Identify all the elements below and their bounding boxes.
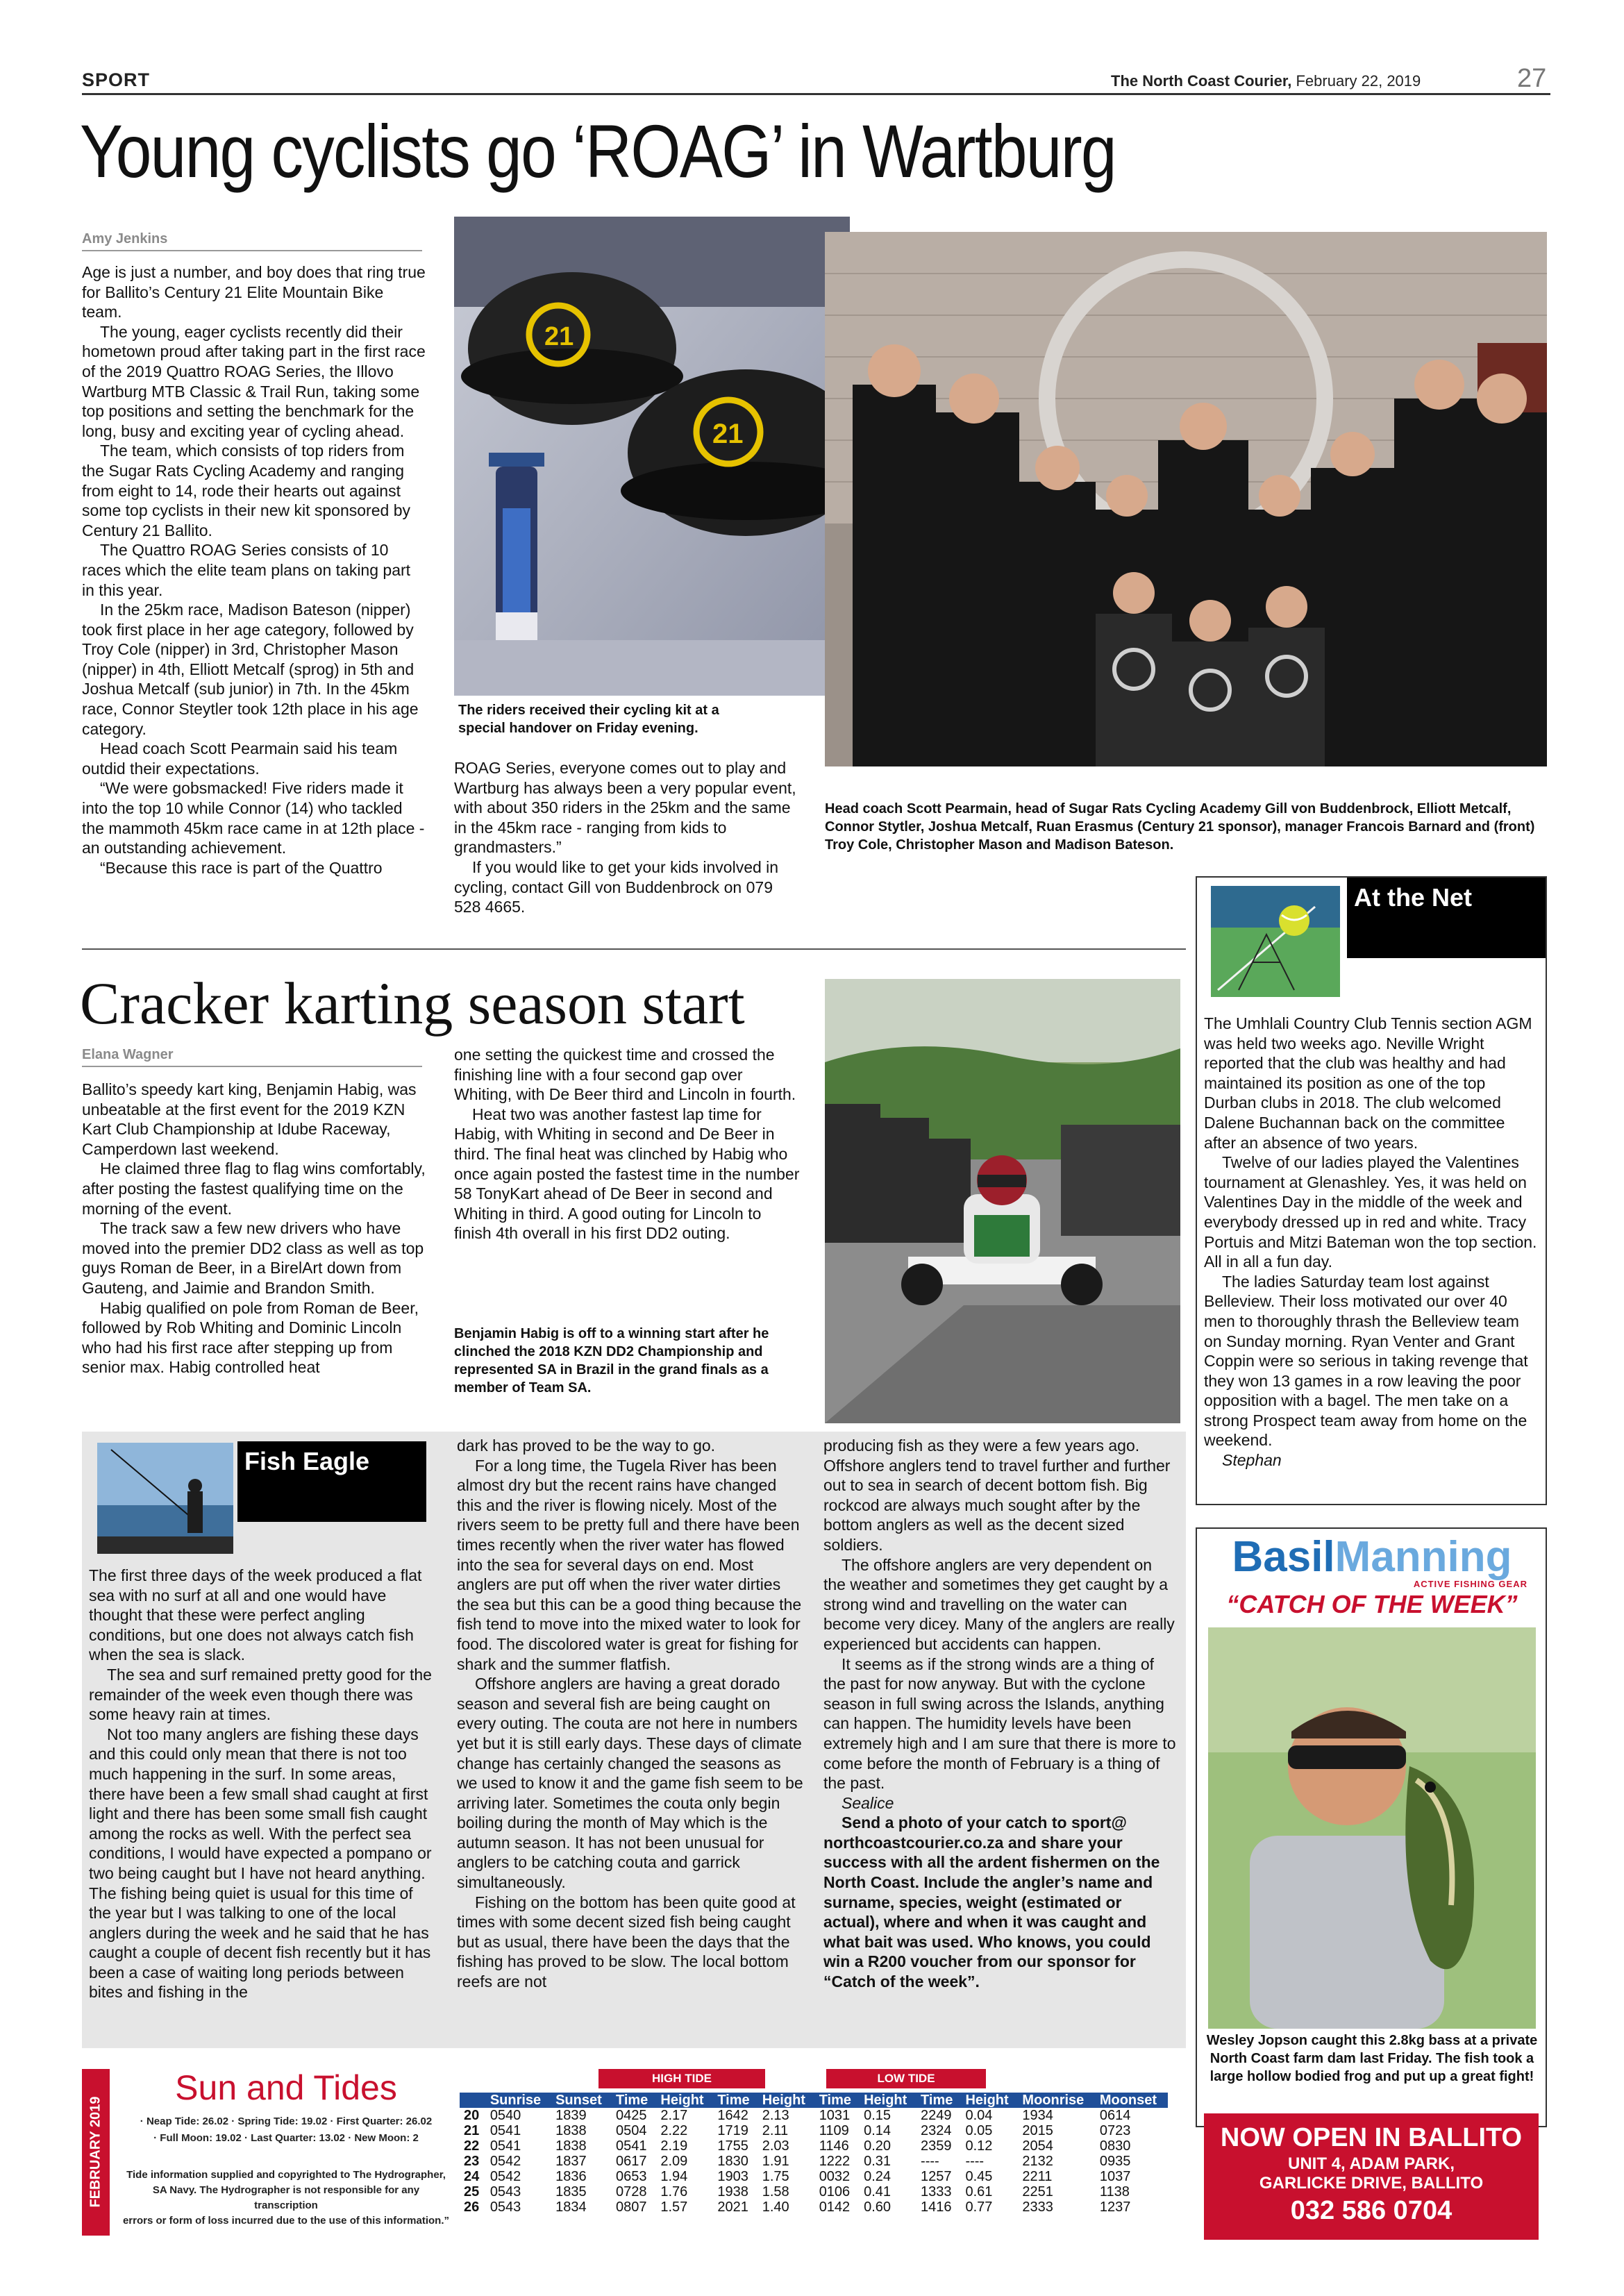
article1-headline: Young cyclists go ‘ROAG’ in Wartburg xyxy=(80,109,1116,193)
tide-cell: 0504 xyxy=(615,2123,647,2138)
paragraph: Not too many anglers are fishing these days and this could only mean that there is not too much happening in the surf. In some areas, there have been a few small shad caught at first light and there has been some small fish caught among the rocks as well. With the perfect sea conditions, I would have expected a pompano or two being caught but I have not heard anything. The fishing being quiet is usual for this time of the year but I was talking to one of the local anglers during the week and he said that he has caught a couple of decent fish recently but it has been a case of waiting long periods between bites and fishing in the xyxy=(89,1725,432,2002)
col-header: Time xyxy=(921,2093,953,2108)
paragraph: The Umhlali Country Club Tennis section AGM was held two weeks ago. Neville Wright reported that the club was healthy and had maintained its position as one of the top Durban clubs in 2018. The club welcomed Dalene Buchannan back on the committee after an absence of two years. xyxy=(1204,1014,1532,1152)
cycling-kit-photo xyxy=(454,217,850,696)
col-header: Moonrise xyxy=(1022,2093,1085,2108)
publication-dateline xyxy=(1111,72,1421,90)
tide-cell: 1719 xyxy=(717,2123,748,2138)
phases-line-2: · Full Moon: 19.02 · Last Quarter: 13.02 · New Moon: 2 xyxy=(153,2132,419,2144)
svg-text:21: 21 xyxy=(544,322,574,351)
disclaimer-line-2: SA Navy. The Hydrographer is not responsible for any transcription xyxy=(152,2184,420,2211)
paragraph: dark has proved to be the way to go. xyxy=(457,1436,716,1455)
tide-cell: 0142 xyxy=(819,2199,851,2215)
article1-col1 xyxy=(82,262,426,878)
paragraph: The ladies Saturday team lost against Belleview. Their loss motivated our over 40 men to thoroughly thrash the Belleview team on Sunday morning. Ryan Venter and Grant Coppin were so serious in taking revenge that they won 13 games in a row leaving the poor opposition with a bagel. The men take on a strong Prospect team away from home on the weekend. xyxy=(1204,1272,1528,1450)
paragraph: ROAG Series, everyone comes out to play and Wartburg has always been a very popular event, with about 350 riders in the 25km and the same in the 45km race - ranging from kids to grandmasters.” xyxy=(454,759,796,857)
tide-cell: 2054 xyxy=(1022,2138,1053,2154)
paragraph: The first three days of the week produced a flat sea with no surf at all and one would have thought that these were perfect angling conditions, but one does not always catch fish when the sea is slack. xyxy=(89,1566,422,1664)
banner-line-3: GARLICKE DRIVE, BALLITO xyxy=(1259,2174,1484,2193)
paragraph: Offshore anglers are having a great dorado season and several fish are being caught on every outing. The couta are not here in numbers yet but it is still early days. These days of climate change has certainly changed the seasons as we used to know it and the game fish seem to be arriving later. Sometimes the couta only begin boiling during the month of May which is the autumn season. It has not been unusual for anglers to be catching couta and garrick simultaneously. xyxy=(457,1675,803,1892)
tide-cell: 0723 xyxy=(1099,2123,1131,2138)
tide-table-body xyxy=(460,2108,1168,2215)
paragraph: Head coach Scott Pearmain said his team outdid their expectations. xyxy=(82,739,398,778)
tide-cell: 2324 xyxy=(921,2123,952,2138)
tide-cell: 0541 xyxy=(489,2123,521,2138)
at-the-net-text xyxy=(1204,1014,1540,1470)
tides-month: FEBRUARY 2019 xyxy=(87,2096,103,2208)
col-header: Time xyxy=(717,2093,750,2108)
tide-cell: 2.13 xyxy=(762,2108,789,2123)
col-header: Time xyxy=(615,2093,648,2108)
tide-table-wrap xyxy=(460,2093,1168,2215)
tide-cell: 0.24 xyxy=(864,2169,891,2184)
paragraph: Habig qualified on pole from Roman de Beer, followed by Rob Whiting and Dominic Lincoln who had his first race after stepping up from senior max. Habig controlled heat xyxy=(82,1298,419,1377)
tide-cell: 1.58 xyxy=(762,2184,789,2199)
tide-row xyxy=(460,2169,1168,2184)
article2-caption: Benjamin Habig is off to a winning start after he clinched the 2018 KZN DD2 Championship and represented SA in Brazil in the grand finals as a member of Team SA. xyxy=(454,1326,769,1396)
col-header: Height xyxy=(660,2093,704,2108)
karting-photo xyxy=(825,979,1180,1423)
article2-byline: Elana Wagner xyxy=(82,1047,422,1067)
article2-col2 xyxy=(454,1045,801,1243)
article1-caption-left: The riders received their cycling kit at a special handover on Friday evening. xyxy=(458,703,719,736)
tide-cell: 0.77 xyxy=(965,2199,993,2215)
paragraph: The track saw a few new drivers who have moved into the premier DD2 class as well as top guys Roman de Beer, in a BirelArt down from Gauteng, and Jaimie and Brandon Smith. xyxy=(82,1219,424,1297)
tide-cell: 0617 xyxy=(615,2154,647,2169)
tide-cell: 2.22 xyxy=(660,2123,688,2138)
tides-disclaimer xyxy=(119,2168,453,2229)
tide-cell: 1.57 xyxy=(660,2199,688,2215)
tide-cell: 1.75 xyxy=(762,2169,789,2184)
tide-day: 26 xyxy=(464,2199,480,2215)
advert-brand xyxy=(1205,1533,1539,1582)
advert-tagline: ACTIVE FISHING GEAR xyxy=(1413,1579,1527,1589)
tide-cell: 0.14 xyxy=(864,2123,891,2138)
tide-cell: 0.41 xyxy=(864,2184,891,2199)
tide-cell: 1237 xyxy=(1099,2199,1131,2215)
col-header: Height xyxy=(965,2093,1009,2108)
col-header: Sunrise xyxy=(489,2093,542,2108)
disclaimer-line-1: Tide information supplied and copyrighted to The Hydrographer, xyxy=(126,2169,446,2181)
tide-cell: 1836 xyxy=(555,2169,587,2184)
tide-cell: 1755 xyxy=(717,2138,748,2154)
catch-callout: Send a photo of your catch to sport@ northcoastcourier.co.za and share your success with all the ardent fishermen on the North Coast. Include the angler’s name and surname, species, weight (estimated or actual), where and when it was caught and what bait was used. Who knows, you could win a R200 voucher from our sponsor for “Catch of the week”. xyxy=(823,1813,1160,1991)
tide-cell: 0.04 xyxy=(965,2108,993,2123)
tide-row xyxy=(460,2123,1168,2138)
tide-cell: 1.94 xyxy=(660,2169,688,2184)
tide-cell: 1903 xyxy=(717,2169,748,2184)
tide-cell: 0541 xyxy=(489,2138,521,2154)
tide-day: 23 xyxy=(464,2154,480,2169)
paragraph: “We were gobsmacked! Five riders made it into the top 10 while Connor (14) who tackled the mammoth 45km race came in at 12th place - an outstanding achievement. xyxy=(82,779,425,857)
tide-cell: 1.40 xyxy=(762,2199,789,2215)
fish-eagle-col2 xyxy=(457,1436,804,1992)
at-the-net-title: At the Net xyxy=(1347,878,1546,958)
tide-cell: 0106 xyxy=(819,2184,851,2199)
tide-cell: 0.15 xyxy=(864,2108,891,2123)
brand-part-a: Basil xyxy=(1232,1533,1335,1581)
col-header: Height xyxy=(762,2093,805,2108)
tide-cell: 2333 xyxy=(1022,2199,1053,2215)
banner-line-1: NOW OPEN IN BALLITO xyxy=(1220,2123,1523,2152)
tide-cell: 0807 xyxy=(615,2199,647,2215)
tide-row xyxy=(460,2138,1168,2154)
advert-headline: “CATCH OF THE WEEK” xyxy=(1226,1590,1518,1618)
tide-cell: 0540 xyxy=(489,2108,521,2123)
banner-phone: 032 586 0704 xyxy=(1290,2196,1453,2225)
tide-row xyxy=(460,2184,1168,2199)
tide-cell: 0.12 xyxy=(965,2138,993,2154)
tide-cell: 1146 xyxy=(819,2138,849,2154)
tides-title: Sun and Tides xyxy=(175,2068,397,2107)
tide-day: 24 xyxy=(464,2169,480,2184)
tide-cell: 0.31 xyxy=(864,2154,891,2169)
fish-eagle-col1 xyxy=(89,1566,436,2002)
team-group-photo xyxy=(825,232,1547,766)
brand-part-b: Manning xyxy=(1334,1533,1512,1581)
tide-cell: 0.05 xyxy=(965,2123,993,2138)
tide-cell: 0543 xyxy=(489,2184,521,2199)
col-header: Height xyxy=(864,2093,907,2108)
tide-cell: 2.03 xyxy=(762,2138,789,2154)
tide-cell: 1934 xyxy=(1022,2108,1053,2123)
tide-cell: 0830 xyxy=(1099,2138,1131,2154)
tide-cell: 1222 xyxy=(819,2154,851,2169)
tide-cell: 2015 xyxy=(1022,2123,1053,2138)
tide-cell: 2132 xyxy=(1022,2154,1053,2169)
page-number: 27 xyxy=(1517,64,1547,93)
tide-cell: 2251 xyxy=(1022,2184,1053,2199)
issue-date: February 22, 2019 xyxy=(1296,72,1421,90)
disclaimer-line-3: errors or form of loss incurred due to the use of this information.” xyxy=(122,2215,450,2227)
paragraph: Fishing on the bottom has been quite good at times with some decent sized fish being caught but as usual, there have been the days that the fishing has proved to be slow. The local bottom reefs are not xyxy=(457,1893,796,1991)
paragraph: The offshore anglers are very dependent on the weather and sometimes they get caught by a strong wind and travelling on the water can become very dicey. Many of the anglers are really experienced but accidents can happen. xyxy=(823,1555,1175,1653)
low-tide-label: LOW TIDE xyxy=(826,2069,986,2088)
svg-text:21: 21 xyxy=(712,419,744,449)
angler-photo xyxy=(97,1443,233,1554)
tide-cell: 1938 xyxy=(717,2184,748,2199)
article2-col1 xyxy=(82,1080,426,1377)
tide-cell: 0614 xyxy=(1099,2108,1131,2123)
col-header: Moonset xyxy=(1099,2093,1157,2108)
article1-byline: Amy Jenkins xyxy=(82,231,422,251)
tide-cell: 1835 xyxy=(555,2184,587,2199)
tide-day: 21 xyxy=(464,2123,480,2138)
paragraph: producing fish as they were a few years ago. Offshore anglers tend to travel further and further out to sea in search of decent bottom fish. Big rockcod are always much sought after by the bottom anglers as well as the decent sized soldiers. xyxy=(823,1436,1171,1554)
paragraph: It seems as if the strong winds are a thing of the past for now anyway. But with the cyclone season in full swing across the Islands, anything can happen. The humidity levels have been extremely high and I am sure that there is more to come before the month of February is a thing of the past. xyxy=(823,1654,1176,1793)
tide-cell: ---- xyxy=(921,2154,939,2169)
paragraph: “Because this race is part of the Quattro xyxy=(100,858,383,877)
tide-cell: 1837 xyxy=(555,2154,587,2169)
tide-cell: 1109 xyxy=(819,2123,849,2138)
tides-side-label xyxy=(82,2069,110,2236)
paragraph: If you would like to get your kids involved in cycling, contact Gill von Buddenbrock on 079 528 4665. xyxy=(454,857,779,916)
paragraph: He claimed three flag to flag wins comfortably, after posting the fastest qualifying time on the morning of the event. xyxy=(82,1159,426,1218)
tide-row xyxy=(460,2154,1168,2169)
tide-cell: 1839 xyxy=(555,2108,587,2123)
paragraph: The young, eager cyclists recently did their hometown proud after taking part in the first race of the 2019 Quattro ROAG Series, the Illovo Wartburg MTB Classic & Trail Run, taking some top positions and setting the benchmark for the long, busy and exciting year of cycling ahead. xyxy=(82,322,426,440)
tide-cell: 1642 xyxy=(717,2108,748,2123)
tide-cell: 2.11 xyxy=(762,2123,789,2138)
tide-cell: ---- xyxy=(965,2154,985,2169)
tide-day: 25 xyxy=(464,2184,480,2199)
tide-cell: 0935 xyxy=(1099,2154,1131,2169)
tide-cell: 0.60 xyxy=(864,2199,891,2215)
paragraph: For a long time, the Tugela River has been almost dry but the recent rains have changed this and the river is flowing nicely. Most of the rivers seem to be pretty full and there have been times recently when the river water has flowed into the sea for several days on end. Most anglers are put off when the river water dirties the sea but this can be a good thing because the fish tend to move into the mixed water to look for food. The discolored water is great for fishing for shark and the summer flatfish. xyxy=(457,1456,802,1673)
article1-col2 xyxy=(454,758,798,917)
publication-name: The North Coast Courier, xyxy=(1111,72,1292,90)
section-label: SPORT xyxy=(82,69,151,90)
tide-row xyxy=(460,2199,1168,2215)
tide-cell: 0653 xyxy=(615,2169,647,2184)
tide-cell: 0542 xyxy=(489,2154,521,2169)
tide-table xyxy=(460,2093,1168,2215)
article2-headline: Cracker karting season start xyxy=(80,970,745,1037)
paragraph: Heat two was another fastest lap time for Habig, with Whiting in second and De Beer in third. The final heat was clinched by Habig who once again posted the fastest time in the number 58 TonyKart ahead of De Beer in second and Whiting in third. A good outing for Lincoln to finish 4th overall in his first DD2 outing. xyxy=(454,1105,800,1243)
header-rule xyxy=(82,93,1550,95)
tide-cell: 0728 xyxy=(615,2184,647,2199)
col-header: Time xyxy=(819,2093,852,2108)
paragraph: Twelve of our ladies played the Valentines tournament at Glenashley. Yes, it was held on Valentines Day in the middle of the week and everybody dressed up in red and white. Tracy Portuis and Mitzi Bateman won the top section. All in all a fun day. xyxy=(1204,1153,1537,1271)
tide-cell: 2.17 xyxy=(660,2108,688,2123)
paragraph: The sea and surf remained pretty good for the remainder of the week even though there was some heavy rain at times. xyxy=(89,1665,432,1724)
paragraph: Ballito’s speedy kart king, Benjamin Habig, was unbeatable at the first event for the 2019 KZN Kart Club Championship at Idube Raceway, Camperdown last weekend. xyxy=(82,1080,417,1158)
paragraph: one setting the quickest time and crossed the finishing line with a four second gap over Whiting, with De Beer third and Lincoln in fourth. xyxy=(454,1046,796,1104)
col-header xyxy=(460,2093,486,2108)
tide-cell: 2359 xyxy=(921,2138,952,2154)
paragraph: The Quattro ROAG Series consists of 10 races which the elite team plans on taking part in this year. xyxy=(82,541,411,599)
tide-cell: 2.09 xyxy=(660,2154,688,2169)
tide-cell: 0032 xyxy=(819,2169,851,2184)
phases-line-1: · Neap Tide: 26.02 · Spring Tide: 19.02 · First Quarter: 26.02 xyxy=(140,2115,433,2127)
author-signoff: Sealice xyxy=(842,1793,894,1812)
tide-cell: 2249 xyxy=(921,2108,952,2123)
tide-cell: 2021 xyxy=(717,2199,748,2215)
advert-banner xyxy=(1204,2113,1539,2240)
high-tide-label: HIGH TIDE xyxy=(598,2069,765,2088)
tennis-photo xyxy=(1211,886,1340,997)
tide-cell: 1838 xyxy=(555,2138,587,2154)
moon-phases xyxy=(119,2113,453,2147)
tide-cell: 1416 xyxy=(921,2199,952,2215)
col-header: Sunset xyxy=(555,2093,602,2108)
tide-cell: 0.61 xyxy=(965,2184,993,2199)
paragraph: The team, which consists of top riders from the Sugar Rats Cycling Academy and ranging from eight to 14, rode their hearts out against some top cyclists in their new kit sponsored by Century 21 Ballito. xyxy=(82,442,410,539)
tide-cell: 1257 xyxy=(921,2169,952,2184)
tide-cell: 1838 xyxy=(555,2123,587,2138)
tide-cell: 1834 xyxy=(555,2199,587,2215)
advert-caption: Wesley Jopson caught this 2.8kg bass at a private North Coast farm dam last Friday. The fish took a large hollow bodied frog and put up a great fight! xyxy=(1206,2033,1538,2084)
tide-day: 22 xyxy=(464,2138,480,2154)
tide-cell: 2211 xyxy=(1022,2169,1053,2184)
author-signoff: Stephan xyxy=(1222,1451,1282,1470)
section-divider xyxy=(82,948,1186,950)
tide-cell: 1031 xyxy=(819,2108,851,2123)
tide-table-header xyxy=(460,2093,1168,2108)
paragraph: Age is just a number, and boy does that ring true for Ballito’s Century 21 Elite Mountain Bike team. xyxy=(82,263,426,321)
tide-cell: 0.45 xyxy=(965,2169,993,2184)
tide-cell: 0425 xyxy=(615,2108,647,2123)
tide-cell: 0541 xyxy=(615,2138,647,2154)
tide-row xyxy=(460,2108,1168,2123)
tide-day: 20 xyxy=(464,2108,480,2123)
tide-cell: 0.20 xyxy=(864,2138,891,2154)
fish-eagle-col3 xyxy=(823,1436,1178,1992)
banner-line-2: UNIT 4, ADAM PARK, xyxy=(1288,2154,1455,2173)
fish-eagle-title: Fish Eagle xyxy=(237,1441,426,1522)
tide-cell: 1.91 xyxy=(762,2154,789,2169)
article1-caption-right: Head coach Scott Pearmain, head of Sugar Rats Cycling Academy Gill von Buddenbrock, Elliott Metcalf, Connor Stytler, Joshua Metcalf, Ruan Erasmus (Century 21 sponsor), manager Francois Barnard and (front) Troy Cole, Christopher Mason and Madison Bateson. xyxy=(825,801,1535,853)
tide-cell: 1037 xyxy=(1099,2169,1131,2184)
tide-cell: 1333 xyxy=(921,2184,952,2199)
paragraph: In the 25km race, Madison Bateson (nipper) took first place in her age category, followed by Troy Cole (nipper) in 3rd, Christopher Mason (nipper) in 4th, Elliott Metcalf (sprog) in 5th and Joshua Metcalf (sub junior) in 7th. In the 45km race, Connor Steytler took 12th place in his age category. xyxy=(82,601,419,738)
tide-cell: 1830 xyxy=(717,2154,748,2169)
tide-cell: 0542 xyxy=(489,2169,521,2184)
tide-cell: 0543 xyxy=(489,2199,521,2215)
tide-cell: 2.19 xyxy=(660,2138,688,2154)
tide-cell: 1138 xyxy=(1099,2184,1130,2199)
catch-of-week-photo xyxy=(1208,1627,1536,2029)
tide-cell: 1.76 xyxy=(660,2184,688,2199)
